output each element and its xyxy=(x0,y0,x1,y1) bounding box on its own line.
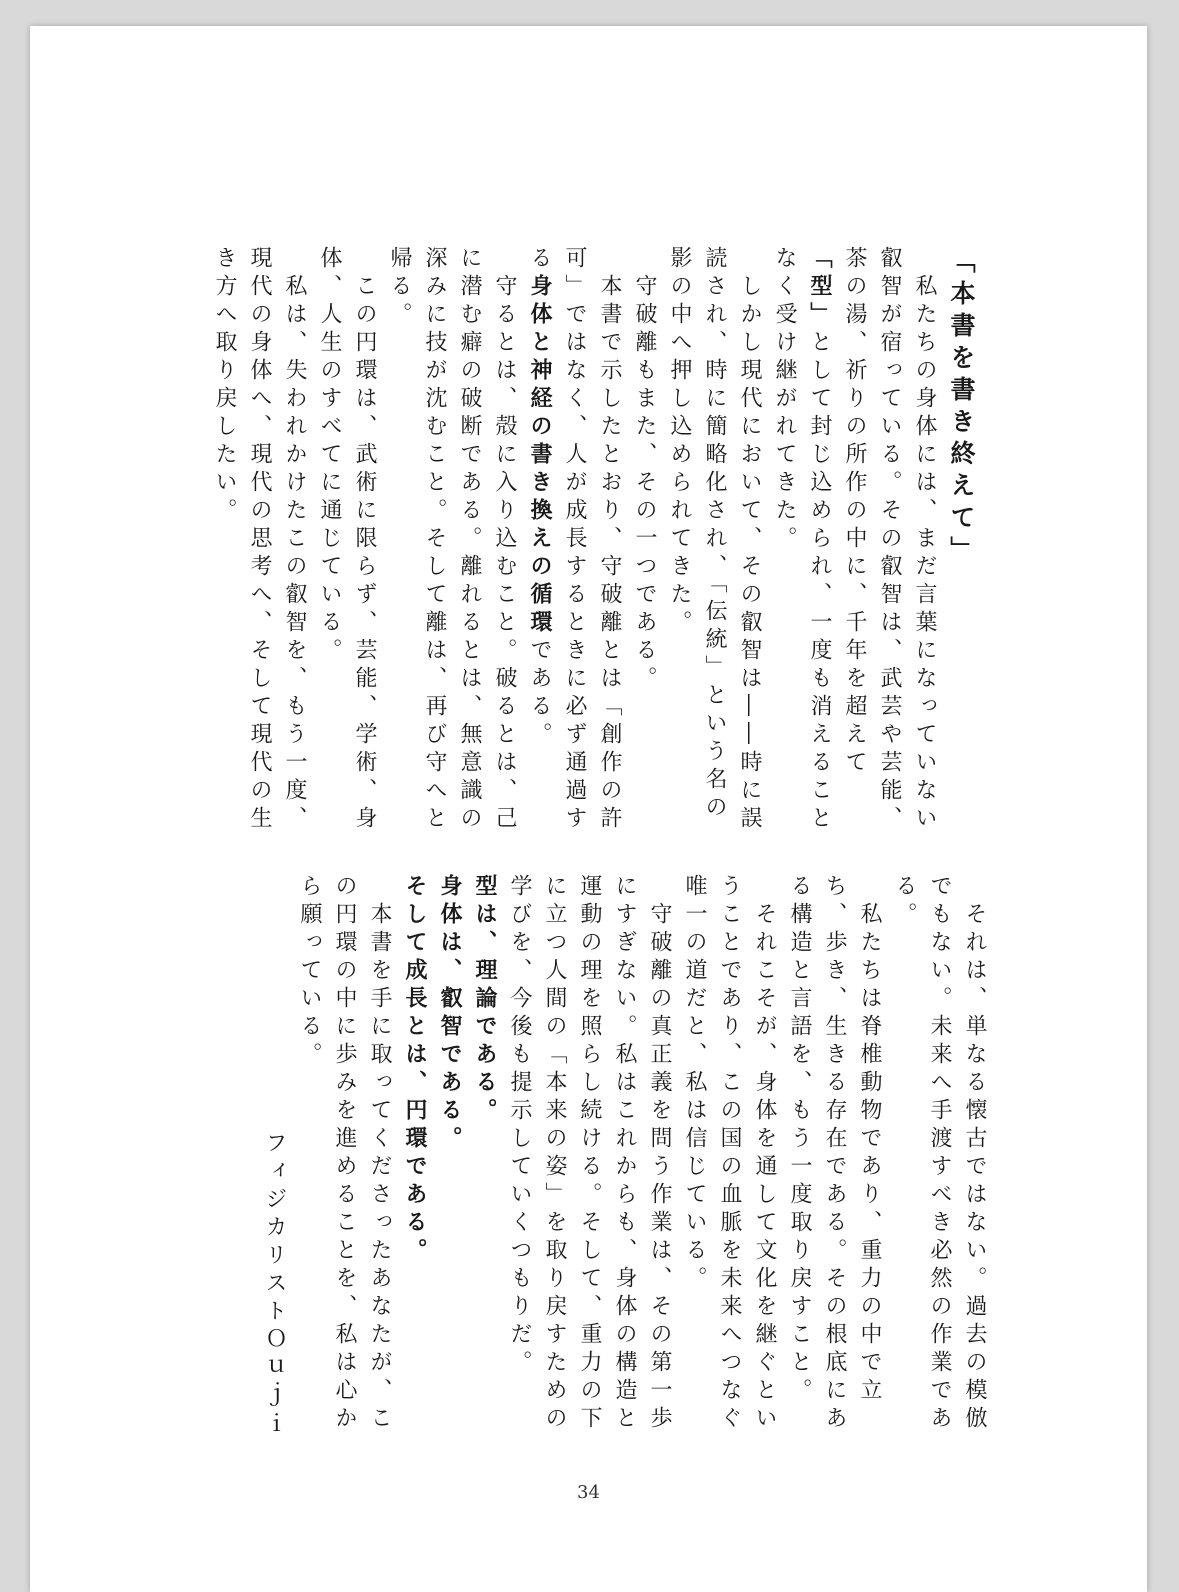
emphasis-kata: 「型」 xyxy=(807,246,832,330)
lower-text-block xyxy=(212,874,992,1439)
paragraph: しかし現代において、その叡智は――時に誤読され、時に簡略化され、「伝統」という名の影の中へ押し込められてきた。 xyxy=(667,246,762,834)
paragraph: 守破離の真正義を問う作業は、その第一歩にすぎない。私はこれからも、身体の構造と運動の理を照らし続ける。そして、重力の下に立つ人間の「本来の姿」を取り戻すための学びを、今後も提示していくつもりだ。 xyxy=(507,874,672,1434)
emphasis-cycle: 身体と神経の書き換えの循環 xyxy=(527,274,552,638)
paragraph: この円環は、武術に限らず、芸能、学術、身体、人生のすべてに通じている。 xyxy=(317,246,377,834)
paragraph: それこそが、身体を通して文化を継ぐということであり、この国の血脈を未来へつなぐ唯一の道だと、私は信じている。 xyxy=(682,874,777,1434)
paragraph: 守るとは、殻に入り込むこと。破るとは、己に潜む癖の破断である。離れるとは、無意識の深みに技が沈むこと。そして離は、再び守へと帰る。 xyxy=(387,246,517,834)
chapter-title: 「本書を書き終えて」 xyxy=(947,248,976,568)
paragraph: 私たちは脊椎動物であり、重力の中で立ち、歩き、生きる存在である。その根底にある構造と言語を、もう一度取り戻すこと。 xyxy=(787,874,882,1434)
paragraph: 本書で示したとおり、守破離とは「創作の許可」ではなく、人が成長するときに必ず通過する身体と神経の書き換えの循環である。 xyxy=(527,246,622,834)
paragraph: それは、単なる懐古ではない。過去の模倣でもない。未来へ手渡すべき必然の作業である。 xyxy=(892,874,987,1434)
paragraph: 守破離もまた、その一つである。 xyxy=(632,274,657,694)
upper-text-block xyxy=(202,246,942,846)
page-number: 34 xyxy=(577,1482,600,1503)
maxim-line: そして成長とは、円環である。 xyxy=(402,874,427,1266)
author-signature: フィジカリストＯｕｊｉ xyxy=(262,1131,287,1439)
maxim-line: 身体は、叡智である。 xyxy=(437,874,462,1154)
paragraph: 私は、失われかけたこの叡智を、もう一度、現代の身体へ、現代の思考へ、そして現代の生き方へ取り戻したい。 xyxy=(212,246,307,834)
paragraph: 私たちの身体には、まだ言葉になっていない叡智が宿っている。その叡智は、武芸や芸能、茶の湯、祈りの所作の中に、千年を超えて「型」として封じ込められ、一度も消えることなく受け継がれてきた。 xyxy=(772,246,937,834)
maxim-line: 型は、理論である。 xyxy=(472,874,497,1126)
paragraph: 本書を手に取ってくださったあなたが、この円環の中に歩みを進めることを、私は心から願っている。 xyxy=(297,874,392,1434)
document-page xyxy=(30,26,1147,1592)
